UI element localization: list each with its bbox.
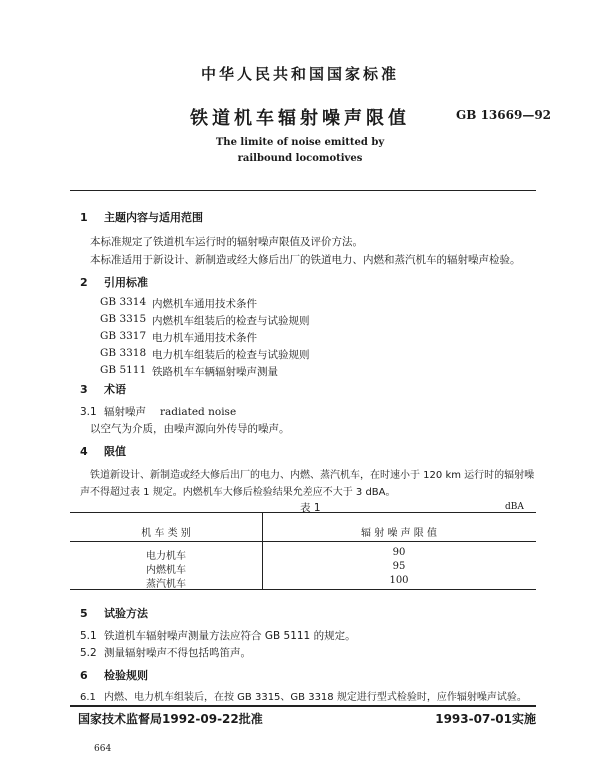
table-header-type: 机 车 类 别	[141, 528, 191, 539]
table-bottom-rule	[70, 589, 536, 590]
effective-date: 1993-07-01实施	[435, 712, 536, 726]
section-6-title: 检验规则	[104, 669, 148, 682]
term-cn: 辐射噪声	[104, 406, 146, 418]
section-1-heading	[80, 209, 203, 225]
standard-type-heading: 中华人民共和国国家标准	[200, 65, 399, 83]
table-cell-limit: 90	[392, 547, 406, 558]
section-5-title: 试验方法	[104, 607, 148, 620]
table-cell-type: 内燃机车	[146, 565, 186, 576]
ref-code: GB 3318	[100, 347, 147, 359]
term-definition: 以空气为介质，由噪声源向外传导的噪声。	[90, 423, 290, 435]
ref-title: 内燃机车组装后的检查与试验规则	[152, 315, 310, 327]
item-number: 6.1	[80, 692, 96, 703]
section-3-heading	[80, 381, 126, 397]
section-4-number: 4	[80, 445, 88, 458]
section-5-item	[80, 645, 251, 660]
subsection-number: 3.1	[80, 406, 97, 418]
item-text: 测量辐射噪声不得包括鸣笛声。	[104, 647, 251, 659]
section-5-heading	[80, 605, 148, 621]
item-text: 铁道机车辐射噪声测量方法应符合 GB 5111 的规定。	[104, 630, 356, 642]
table-top-rule	[70, 512, 536, 513]
item-number: 5.1	[80, 630, 97, 642]
ref-title: 铁路机车车辆辐射噪声测量	[152, 366, 278, 378]
ref-title: 电力机车组装后的检查与试验规则	[152, 349, 310, 361]
section-6-heading	[80, 667, 148, 683]
gb-number: GB 13669—92	[456, 108, 552, 122]
footer-rule	[70, 705, 536, 707]
section-1-para-2: 本标准适用于新设计、新制造或经大修后出厂的铁道电力、内燃和蒸汽机车的辐射噪声检验。	[90, 254, 521, 266]
ref-code: GB 3315	[100, 313, 147, 325]
item-text: 内燃、电力机车组装后，在按 GB 3315、GB 3318 规定进行型式检验时，应作辐射噪声试验。	[104, 692, 527, 703]
english-title-line2: railbound locomotives	[237, 153, 363, 164]
section-6-item	[80, 688, 527, 703]
ref-code: GB 3314	[100, 296, 147, 308]
table-cell-type: 电力机车	[146, 551, 186, 562]
page-number: 664	[94, 744, 112, 754]
ref-title: 内燃机车通用技术条件	[152, 298, 257, 310]
header-rule	[70, 190, 536, 191]
ref-code: GB 5111	[100, 364, 147, 376]
table-cell-type: 蒸汽机车	[146, 579, 186, 590]
term-en: radiated noise	[160, 406, 237, 418]
table-cell-limit: 100	[389, 575, 409, 586]
section-5-item	[80, 628, 356, 643]
table-header-rule	[70, 541, 536, 542]
table-header-limit: 辐 射 噪 声 限 值	[361, 528, 437, 539]
section-2-heading	[80, 274, 148, 290]
section-2-title: 引用标准	[104, 276, 148, 289]
section-6-number: 6	[80, 669, 88, 682]
section-1-number: 1	[80, 211, 88, 224]
section-3-title: 术语	[104, 383, 126, 396]
section-1-title: 主题内容与适用范围	[104, 211, 203, 224]
section-4-title: 限值	[104, 445, 126, 458]
table-unit: dBA	[505, 502, 524, 512]
approval-statement: 国家技术监督局1992-09-22批准	[78, 712, 263, 726]
ref-title: 电力机车通用技术条件	[152, 332, 257, 344]
english-title-line1: The limite of noise emitted by	[215, 137, 385, 148]
section-1-para-1: 本标准规定了铁道机车运行时的辐射噪声限值及评价方法。	[90, 236, 363, 248]
section-4-heading	[80, 443, 126, 459]
table-caption: 表 1	[300, 502, 321, 514]
table-cell-limit: 95	[392, 561, 406, 572]
section-4-para-line-2: 声不得超过表 1 规定。内燃机车大修后检验结果允差应不大于 3 dBA。	[80, 487, 396, 498]
section-3-1-line	[80, 404, 236, 419]
section-2-number: 2	[80, 276, 88, 289]
section-4-para-line-1: 铁道新设计、新制造或经大修后出厂的电力、内燃、蒸汽机车，在时速小于 120 km 运行时的辐射噪	[90, 470, 535, 481]
section-5-number: 5	[80, 607, 88, 620]
section-3-number: 3	[80, 383, 88, 396]
ref-code: GB 3317	[100, 330, 147, 342]
item-number: 5.2	[80, 647, 97, 659]
document-title: 铁道机车辐射噪声限值	[190, 108, 410, 129]
